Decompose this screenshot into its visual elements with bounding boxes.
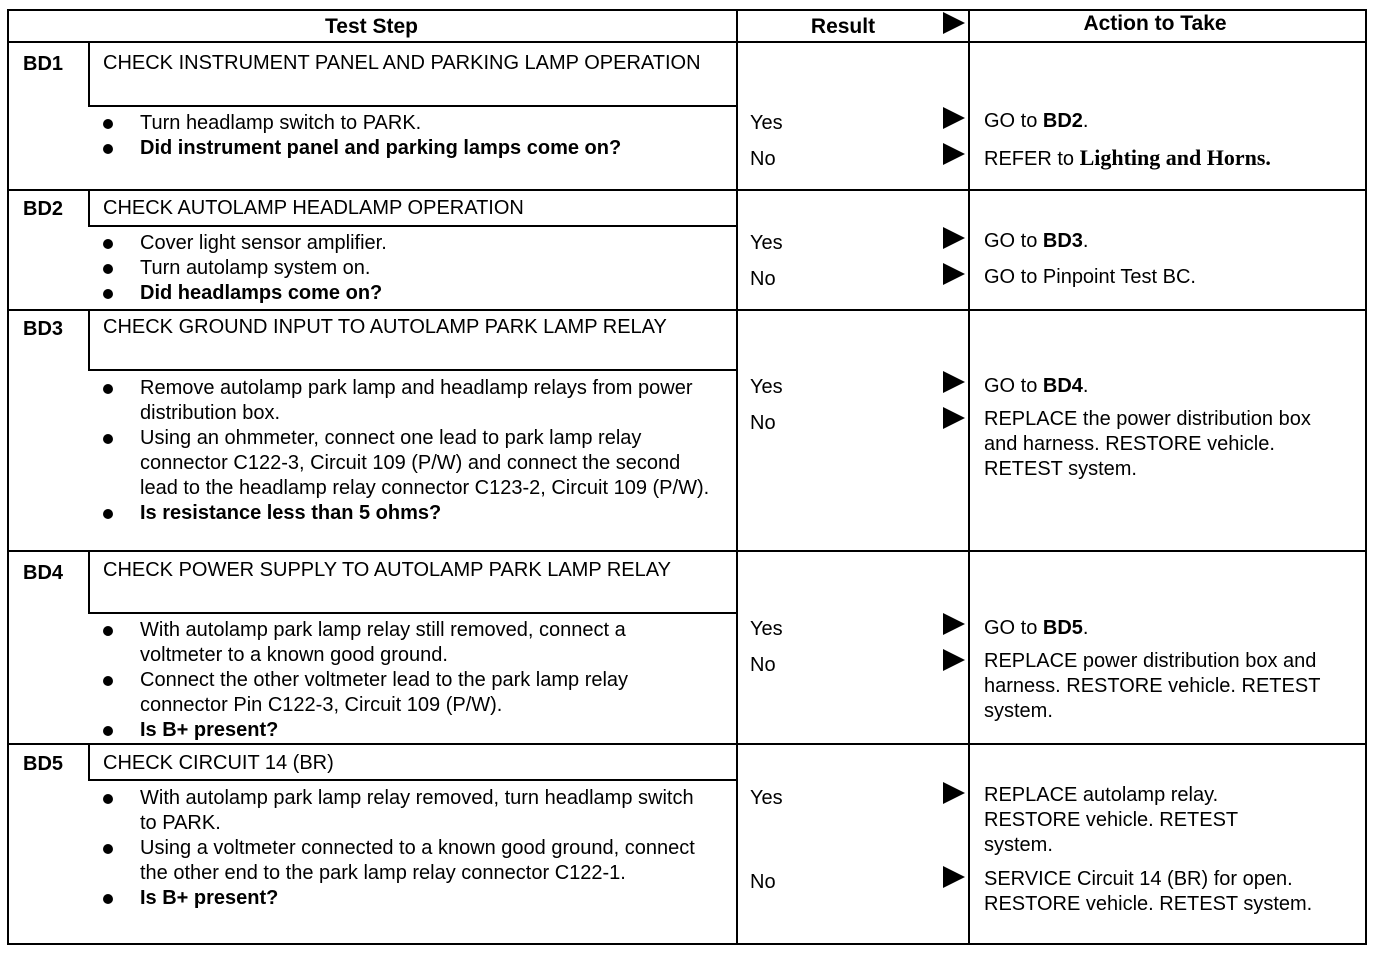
arrow-icon [943, 371, 965, 393]
step-title: CHECK POWER SUPPLY TO AUTOLAMP PARK LAMP RELAY [103, 559, 671, 581]
arrow-icon [943, 227, 965, 249]
action-ref: BD5 [1042, 617, 1083, 639]
table-border-left [7, 9, 9, 945]
step-title: CHECK AUTOLAMP HEADLAMP OPERATION [103, 197, 524, 219]
action-text: GO to Pinpoint Test BC. [984, 266, 1196, 288]
action-prefix: REFER to [984, 148, 1080, 170]
step-code: BD5 [23, 753, 64, 775]
title-rule [88, 612, 737, 614]
step-code: BD2 [23, 198, 64, 220]
result-no: No [750, 654, 776, 676]
header-result: Result [810, 15, 876, 38]
instruction-item: With autolamp park lamp relay removed, turn headlamp switch to PARK. [103, 786, 713, 836]
title-rule [88, 779, 737, 781]
instruction-item: Connect the other voltmeter lead to the park lamp relay connector Pin C122-3, Circuit 109 (P/W). [103, 668, 713, 718]
step-title: CHECK CIRCUIT 14 (BR) [103, 752, 334, 774]
arrow-icon [943, 866, 965, 888]
instruction-question: Is resistance less than 5 ohms? [103, 501, 713, 526]
table-border-bottom [7, 943, 1367, 945]
result-column-rule [736, 9, 738, 945]
action-suffix: . [1082, 110, 1089, 132]
instruction-item: Turn headlamp switch to PARK. [103, 111, 713, 136]
action-ref: BD4 [1042, 375, 1083, 397]
result-yes: Yes [750, 376, 783, 398]
result-yes: Yes [750, 618, 783, 640]
header-arrow-icon [943, 12, 965, 34]
row-rule [7, 309, 1367, 311]
instruction-item: Cover light sensor amplifier. [103, 231, 713, 256]
arrow-icon [943, 649, 965, 671]
step-title: CHECK GROUND INPUT TO AUTOLAMP PARK LAMP RELAY [103, 316, 667, 338]
step-instructions [103, 111, 713, 161]
step-instructions [103, 231, 713, 306]
code-column-rule [88, 745, 90, 781]
action-text: REPLACE the power distribution box and harness. RESTORE vehicle. RETEST system. [984, 408, 1311, 480]
header-rule [7, 41, 1367, 43]
instruction-item: Using a voltmeter connected to a known good ground, connect the other end to the park lamp relay connector C122-1. [103, 836, 713, 886]
action-column-rule [968, 9, 970, 945]
action-prefix: GO to [984, 375, 1043, 397]
action-text [984, 145, 1362, 172]
arrow-icon [943, 782, 965, 804]
diagnostic-table [7, 9, 1367, 945]
row-rule [7, 550, 1367, 552]
title-rule [88, 225, 737, 227]
code-column-rule [88, 43, 90, 107]
step-instructions [103, 376, 713, 526]
action-text: REPLACE autolamp relay. RESTORE vehicle. RETEST system. [984, 784, 1238, 856]
action-ref: Lighting and Horns. [1079, 145, 1271, 170]
arrow-icon [943, 613, 965, 635]
step-instructions [103, 618, 713, 743]
result-no: No [750, 148, 776, 170]
row-rule [7, 743, 1367, 745]
instruction-question: Did instrument panel and parking lamps come on? [103, 136, 713, 161]
arrow-icon [943, 107, 965, 129]
row-rule [7, 189, 1367, 191]
step-instructions [103, 786, 713, 911]
code-column-rule [88, 552, 90, 614]
arrow-icon [943, 263, 965, 285]
action-text [984, 109, 1354, 134]
title-rule [88, 105, 737, 107]
instruction-item: Remove autolamp park lamp and headlamp relays from power distribution box. [103, 376, 713, 426]
step-code: BD3 [23, 318, 64, 340]
action-suffix: . [1082, 375, 1089, 397]
result-yes: Yes [750, 232, 783, 254]
result-yes: Yes [750, 112, 783, 134]
table-border-right [1365, 9, 1367, 945]
title-rule [88, 369, 737, 371]
instruction-item: Using an ohmmeter, connect one lead to park lamp relay connector C122-3, Circuit 109 (P/W) and connect the second lead to the headlamp relay connector C123-2, Circuit 109 (P/W). [103, 426, 713, 501]
step-code: BD1 [23, 53, 64, 75]
action-ref: BD3 [1042, 230, 1083, 252]
arrow-icon [943, 407, 965, 429]
header-test-step: Test Step [325, 15, 418, 38]
action-prefix: GO to [984, 617, 1043, 639]
result-no: No [750, 268, 776, 290]
action-text [984, 374, 1354, 399]
code-column-rule [88, 191, 90, 227]
action-suffix: . [1082, 230, 1089, 252]
code-column-rule [88, 311, 90, 371]
instruction-question: Is B+ present? [103, 886, 713, 911]
result-no: No [750, 412, 776, 434]
instruction-item: With autolamp park lamp relay still removed, connect a voltmeter to a known good ground. [103, 618, 713, 668]
arrow-icon [943, 143, 965, 165]
result-yes: Yes [750, 787, 783, 809]
action-text: SERVICE Circuit 14 (BR) for open. RESTORE vehicle. RETEST system. [984, 868, 1313, 915]
action-text [984, 616, 1354, 641]
action-text: REPLACE power distribution box and harness. RESTORE vehicle. RETEST system. [984, 650, 1321, 722]
step-code: BD4 [23, 562, 64, 584]
instruction-question: Is B+ present? [103, 718, 713, 743]
action-prefix: GO to [984, 110, 1043, 132]
instruction-question: Did headlamps come on? [103, 281, 713, 306]
action-ref: BD2 [1042, 110, 1083, 132]
table-border-top [7, 9, 1367, 11]
action-prefix: GO to [984, 230, 1043, 252]
action-suffix: . [1082, 617, 1089, 639]
action-text [984, 229, 1354, 254]
result-no: No [750, 871, 776, 893]
instruction-item: Turn autolamp system on. [103, 256, 713, 281]
step-title: CHECK INSTRUMENT PANEL AND PARKING LAMP OPERATION [103, 52, 701, 74]
header-action: Action to Take [1083, 12, 1227, 35]
